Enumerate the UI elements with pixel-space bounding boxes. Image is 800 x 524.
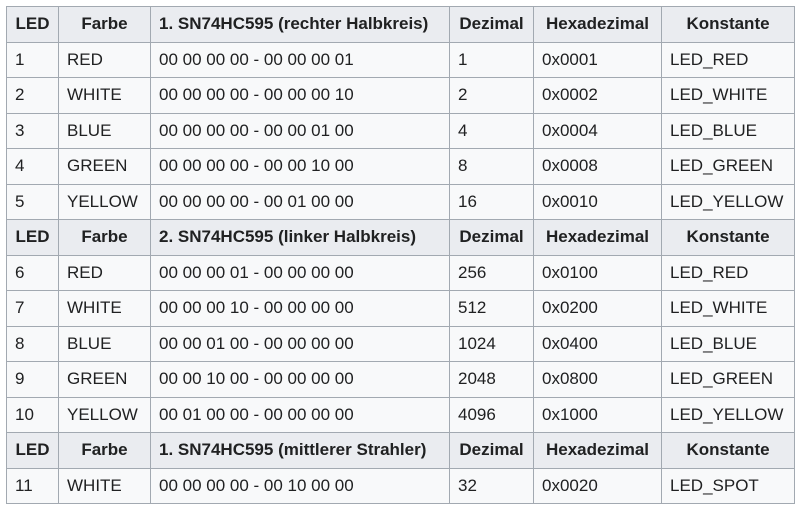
- led-table: [6, 6, 795, 504]
- header-dezimal: Dezimal: [450, 433, 534, 469]
- cell-bits: 00 00 00 00 - 00 00 00 01: [151, 42, 450, 78]
- cell-konstante: LED_BLUE: [662, 326, 795, 362]
- header-konstante: Konstante: [662, 433, 795, 469]
- header-farbe: Farbe: [59, 7, 151, 43]
- cell-led: 3: [7, 113, 59, 149]
- cell-led: 6: [7, 255, 59, 291]
- cell-led: 7: [7, 291, 59, 327]
- cell-led: 5: [7, 184, 59, 220]
- cell-hexadezimal: 0x0004: [534, 113, 662, 149]
- header-hexadezimal: Hexadezimal: [534, 433, 662, 469]
- cell-dezimal: 1: [450, 42, 534, 78]
- cell-dezimal: 4096: [450, 397, 534, 433]
- header-konstante: Konstante: [662, 220, 795, 256]
- cell-farbe: RED: [59, 255, 151, 291]
- cell-farbe: WHITE: [59, 291, 151, 327]
- cell-farbe: GREEN: [59, 149, 151, 185]
- cell-bits: 00 00 00 00 - 00 00 01 00: [151, 113, 450, 149]
- cell-led: 8: [7, 326, 59, 362]
- cell-hexadezimal: 0x0400: [534, 326, 662, 362]
- cell-farbe: BLUE: [59, 113, 151, 149]
- cell-hexadezimal: 0x0200: [534, 291, 662, 327]
- header-register: 1. SN74HC595 (rechter Halbkreis): [151, 7, 450, 43]
- table-row: [7, 113, 795, 149]
- cell-hexadezimal: 0x0800: [534, 362, 662, 398]
- cell-farbe: RED: [59, 42, 151, 78]
- cell-dezimal: 256: [450, 255, 534, 291]
- cell-led: 9: [7, 362, 59, 398]
- cell-konstante: LED_RED: [662, 42, 795, 78]
- cell-farbe: BLUE: [59, 326, 151, 362]
- table-row: [7, 291, 795, 327]
- cell-hexadezimal: 0x0100: [534, 255, 662, 291]
- cell-dezimal: 2: [450, 78, 534, 114]
- cell-hexadezimal: 0x0002: [534, 78, 662, 114]
- header-register: 2. SN74HC595 (linker Halbkreis): [151, 220, 450, 256]
- table-row: [7, 326, 795, 362]
- cell-farbe: WHITE: [59, 468, 151, 504]
- cell-konstante: LED_WHITE: [662, 291, 795, 327]
- header-register: 1. SN74HC595 (mittlerer Strahler): [151, 433, 450, 469]
- cell-led: 1: [7, 42, 59, 78]
- header-led: LED: [7, 433, 59, 469]
- cell-farbe: YELLOW: [59, 184, 151, 220]
- cell-dezimal: 4: [450, 113, 534, 149]
- header-row: [7, 220, 795, 256]
- cell-farbe: YELLOW: [59, 397, 151, 433]
- table-row: [7, 42, 795, 78]
- header-led: LED: [7, 7, 59, 43]
- cell-led: 11: [7, 468, 59, 504]
- cell-dezimal: 32: [450, 468, 534, 504]
- header-hexadezimal: Hexadezimal: [534, 220, 662, 256]
- cell-bits: 00 00 00 00 - 00 00 10 00: [151, 149, 450, 185]
- table-row: [7, 78, 795, 114]
- cell-hexadezimal: 0x1000: [534, 397, 662, 433]
- cell-hexadezimal: 0x0020: [534, 468, 662, 504]
- cell-konstante: LED_YELLOW: [662, 397, 795, 433]
- cell-hexadezimal: 0x0001: [534, 42, 662, 78]
- cell-bits: 00 00 00 00 - 00 00 00 10: [151, 78, 450, 114]
- header-led: LED: [7, 220, 59, 256]
- cell-konstante: LED_WHITE: [662, 78, 795, 114]
- header-dezimal: Dezimal: [450, 220, 534, 256]
- table-row: [7, 397, 795, 433]
- table-row: [7, 362, 795, 398]
- table-row: [7, 149, 795, 185]
- led-table-body: [7, 7, 795, 504]
- cell-bits: 00 01 00 00 - 00 00 00 00: [151, 397, 450, 433]
- cell-konstante: LED_YELLOW: [662, 184, 795, 220]
- cell-hexadezimal: 0x0008: [534, 149, 662, 185]
- cell-konstante: LED_SPOT: [662, 468, 795, 504]
- table-row: [7, 184, 795, 220]
- header-konstante: Konstante: [662, 7, 795, 43]
- cell-led: 2: [7, 78, 59, 114]
- header-hexadezimal: Hexadezimal: [534, 7, 662, 43]
- cell-bits: 00 00 00 10 - 00 00 00 00: [151, 291, 450, 327]
- header-row: [7, 433, 795, 469]
- cell-led: 4: [7, 149, 59, 185]
- header-farbe: Farbe: [59, 433, 151, 469]
- cell-konstante: LED_GREEN: [662, 362, 795, 398]
- table-row: [7, 255, 795, 291]
- cell-bits: 00 00 00 00 - 00 10 00 00: [151, 468, 450, 504]
- cell-bits: 00 00 00 01 - 00 00 00 00: [151, 255, 450, 291]
- cell-dezimal: 2048: [450, 362, 534, 398]
- cell-konstante: LED_GREEN: [662, 149, 795, 185]
- cell-hexadezimal: 0x0010: [534, 184, 662, 220]
- cell-dezimal: 1024: [450, 326, 534, 362]
- cell-dezimal: 8: [450, 149, 534, 185]
- cell-bits: 00 00 10 00 - 00 00 00 00: [151, 362, 450, 398]
- cell-farbe: WHITE: [59, 78, 151, 114]
- header-farbe: Farbe: [59, 220, 151, 256]
- cell-bits: 00 00 01 00 - 00 00 00 00: [151, 326, 450, 362]
- cell-konstante: LED_RED: [662, 255, 795, 291]
- cell-farbe: GREEN: [59, 362, 151, 398]
- cell-konstante: LED_BLUE: [662, 113, 795, 149]
- cell-dezimal: 512: [450, 291, 534, 327]
- cell-led: 10: [7, 397, 59, 433]
- cell-bits: 00 00 00 00 - 00 01 00 00: [151, 184, 450, 220]
- header-row: [7, 7, 795, 43]
- table-row: [7, 468, 795, 504]
- header-dezimal: Dezimal: [450, 7, 534, 43]
- cell-dezimal: 16: [450, 184, 534, 220]
